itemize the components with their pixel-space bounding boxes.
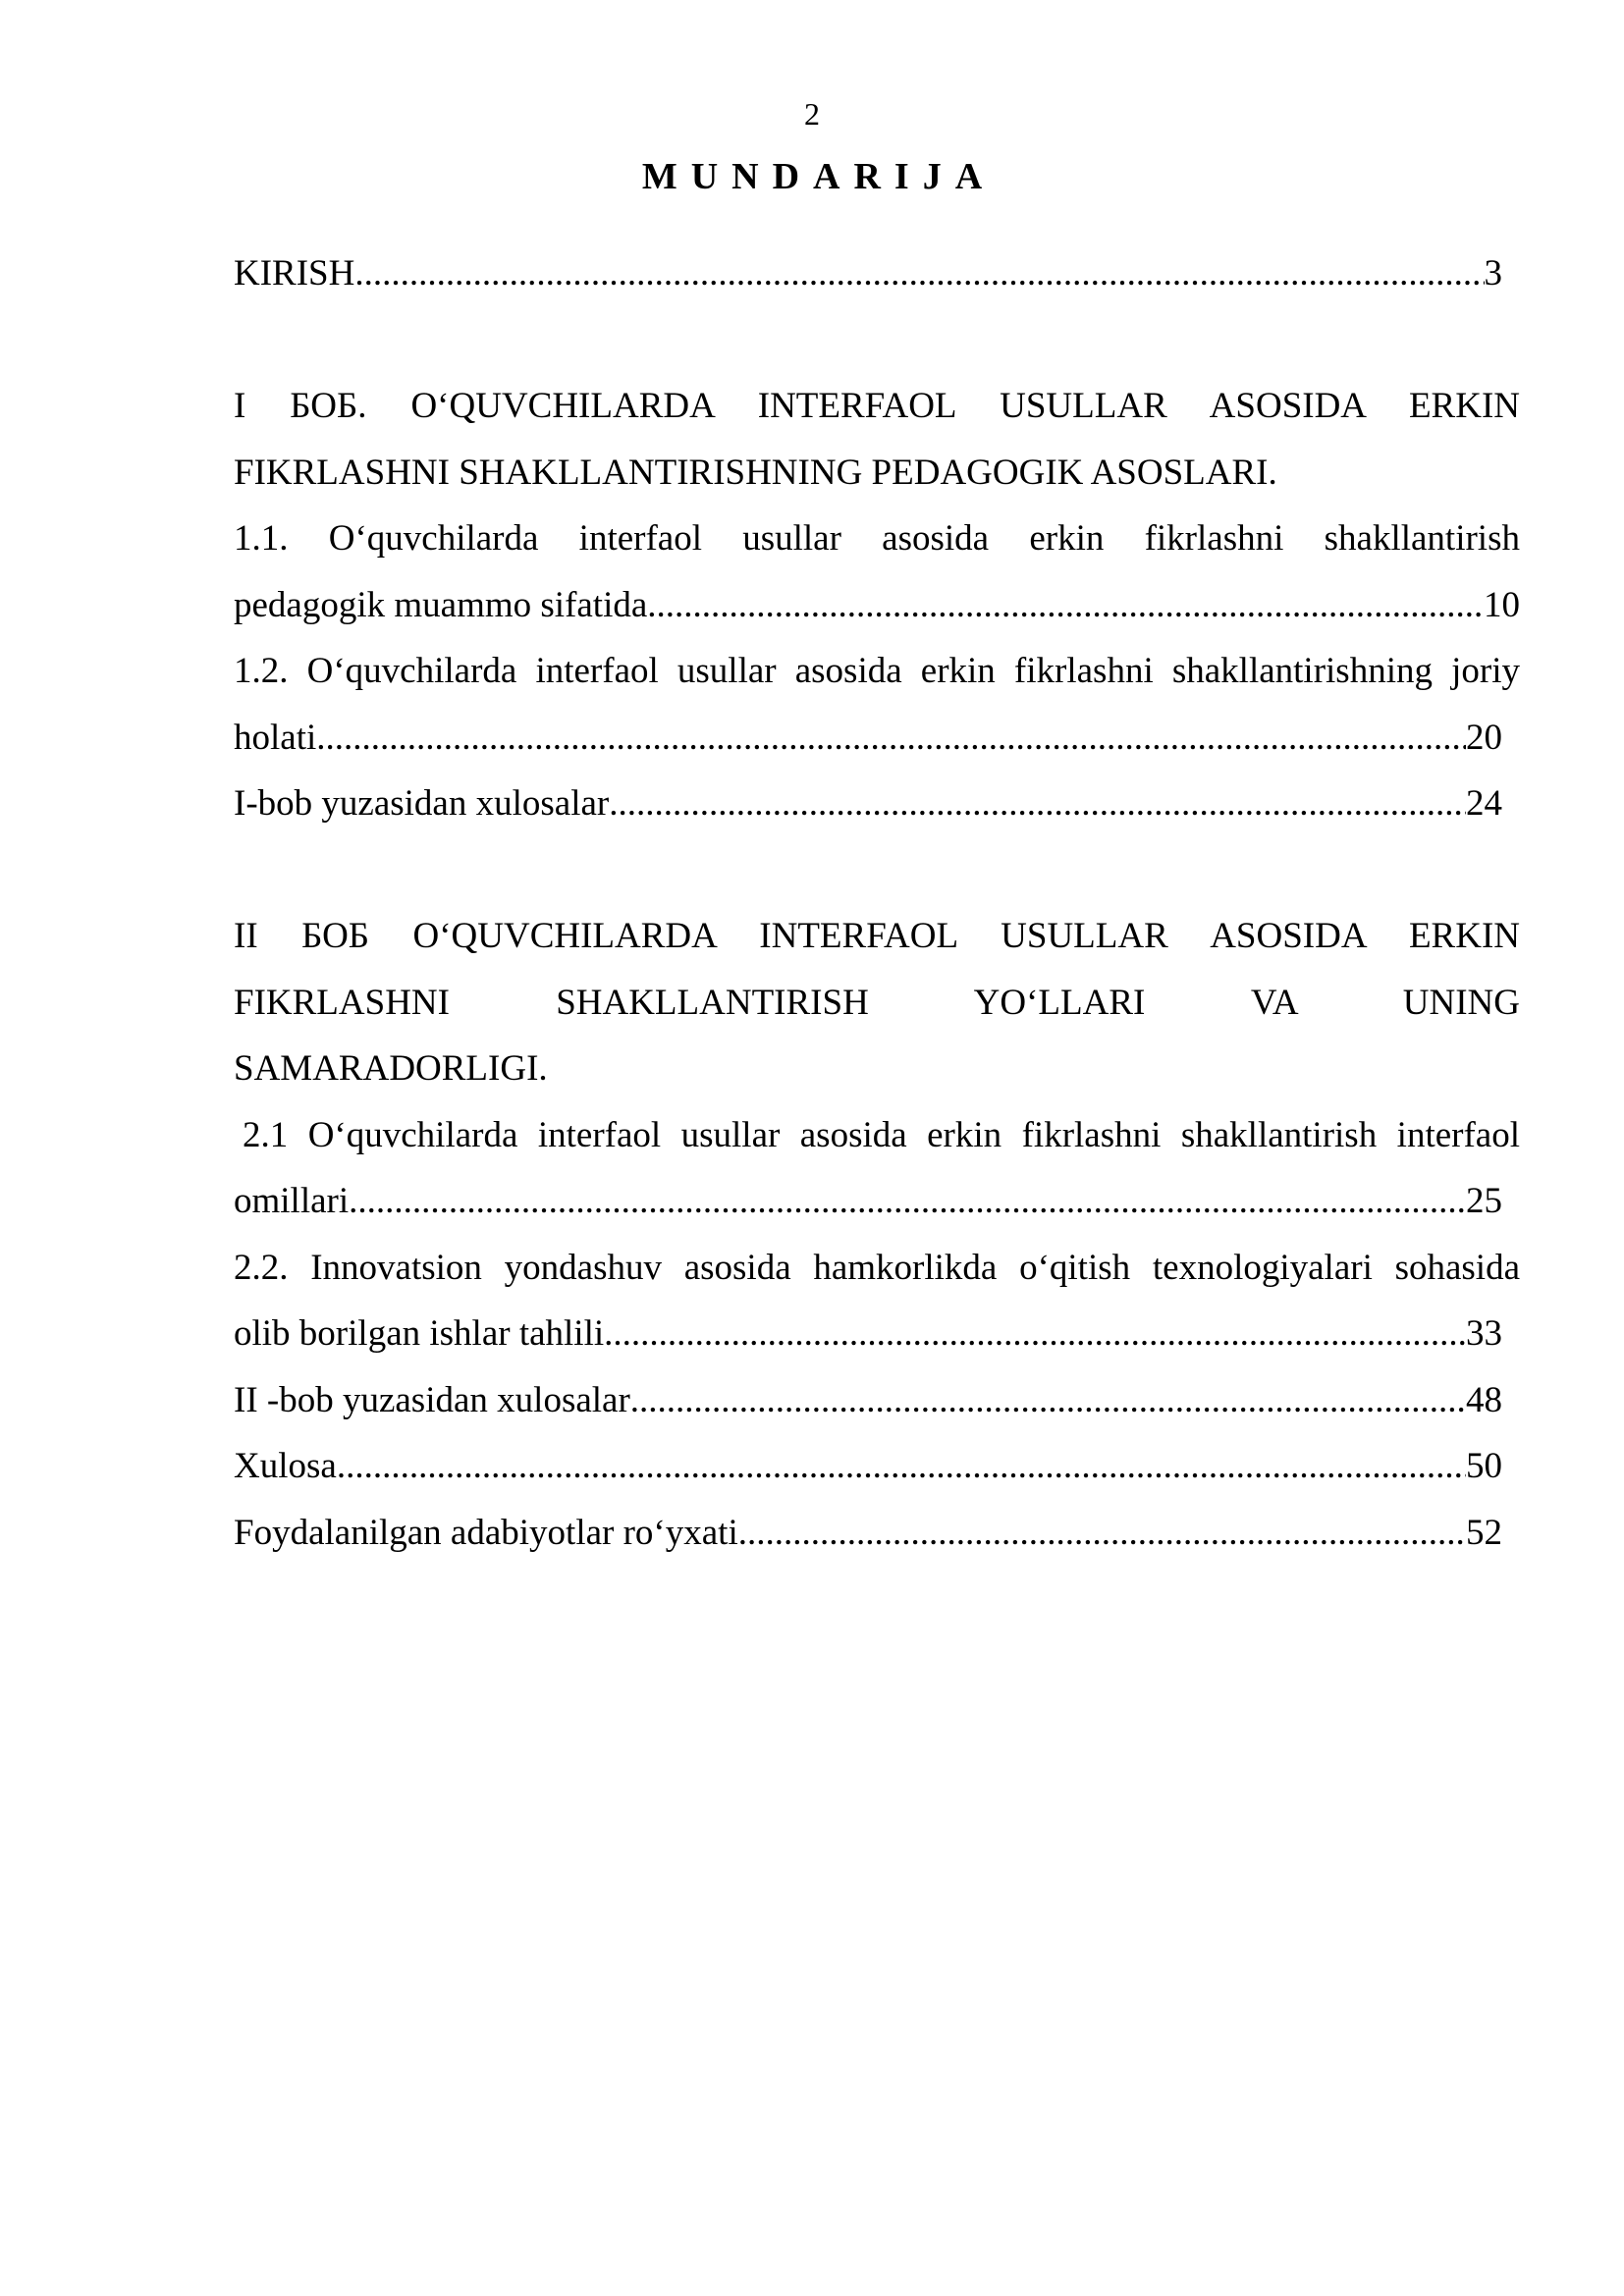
dot-leader — [337, 1433, 1466, 1500]
spacer — [234, 307, 1520, 374]
dot-leader — [316, 705, 1466, 772]
toc-chapter-2-line-3: SAMARADORLIGI. — [234, 1048, 548, 1089]
toc-entry-text: II -bob yuzasidan xulosalar — [234, 1379, 630, 1420]
toc-section-2-1-line-1: 2.1 O‘quvchilarda interfaol usullar asosida erkin fikrlashni shakllantirish interfaol — [243, 1114, 1520, 1155]
toc-chapter-2-line-2: FIKRLASHNI SHAKLLANTIRISH YO‘LLARI VA UNING — [234, 982, 1520, 1023]
table-of-contents — [234, 240, 1520, 1566]
toc-entry-text: Foydalanilgan adabiyotlar ro‘yxati — [234, 1512, 738, 1553]
dot-leader — [738, 1500, 1466, 1567]
toc-chapter-1-conclusions — [234, 771, 1502, 837]
toc-section-2-2-line-2 — [234, 1301, 1502, 1367]
dot-leader — [354, 240, 1484, 307]
toc-section-1-2-line-2 — [234, 705, 1502, 772]
toc-entry-text: pedagogik muammo sifatida — [234, 584, 648, 625]
dot-leader — [630, 1367, 1466, 1434]
toc-section-2-1-line-2 — [234, 1168, 1502, 1235]
dot-leader — [349, 1168, 1466, 1235]
toc-entry-xulosa — [234, 1433, 1502, 1500]
toc-page-number: 10 — [1484, 584, 1520, 625]
toc-section-2-2-line-1: 2.2. Innovatsion yondashuv asosida hamkorlikda o‘qitish texnologiyalari sohasida — [234, 1247, 1520, 1288]
toc-entry-text: I-bob yuzasidan xulosalar — [234, 783, 610, 824]
toc-chapter-2-conclusions — [234, 1367, 1502, 1434]
dot-leader — [647, 572, 1484, 639]
toc-page-number: 50 — [1466, 1446, 1502, 1486]
toc-entry-text: holati — [234, 717, 317, 758]
toc-entry-bibliography — [234, 1500, 1502, 1567]
toc-page-number: 52 — [1466, 1512, 1502, 1553]
toc-chapter-1-line-1: I БОБ. O‘QUVCHILARDA INTERFAOL USULLAR ASOSIDA ERKIN — [234, 386, 1520, 426]
toc-section-1-1-line-2 — [234, 572, 1520, 639]
toc-page-number: 3 — [1484, 253, 1502, 294]
toc-section-1-1-line-1: 1.1. O‘quvchilarda interfaol usullar asosida erkin fikrlashni shakllantirish — [234, 518, 1520, 559]
toc-chapter-1-line-2: FIKRLASHNI SHAKLLANTIRISHNING PEDAGOGIK ASOSLARI. — [234, 452, 1277, 493]
toc-entry-text: olib borilgan ishlar tahlili — [234, 1313, 605, 1354]
toc-entry-text: KIRISH — [234, 253, 355, 294]
dot-leader — [609, 771, 1466, 837]
page-number: 2 — [804, 96, 820, 132]
toc-chapter-2-line-1: II БОБ O‘QUVCHILARDA INTERFAOL USULLAR ASOSIDA ERKIN — [234, 916, 1520, 956]
toc-page-number: 25 — [1466, 1181, 1502, 1221]
spacer — [234, 837, 1520, 904]
toc-section-1-2-line-1: 1.2. O‘quvchilarda interfaol usullar asosida erkin fikrlashni shakllantirishning joriy — [234, 651, 1520, 691]
toc-entry-text: omillari — [234, 1181, 350, 1221]
toc-page-number: 24 — [1466, 783, 1502, 824]
toc-page-number: 48 — [1466, 1379, 1502, 1420]
toc-title: MUNDARIJA — [641, 156, 997, 197]
toc-page-number: 20 — [1466, 717, 1502, 758]
toc-entry-text: Xulosa — [234, 1446, 337, 1486]
toc-entry-kirish — [234, 240, 1502, 307]
dot-leader — [604, 1301, 1466, 1367]
toc-page-number: 33 — [1466, 1313, 1502, 1354]
